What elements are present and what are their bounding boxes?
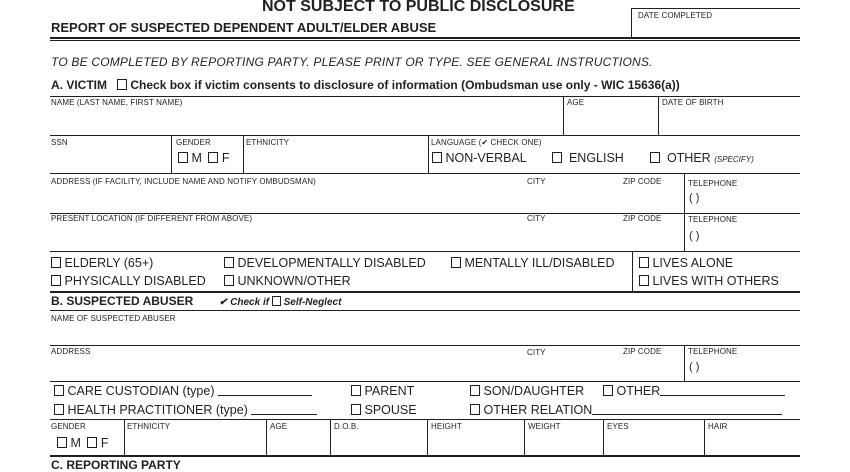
victim-gender-f-label: F <box>221 151 230 165</box>
victim-zip-field[interactable] <box>623 188 681 211</box>
son-daughter-checkbox[interactable] <box>470 385 480 396</box>
victim-gender-m-label: M <box>191 151 202 165</box>
victim-section-heading <box>51 78 680 92</box>
check-if-text: ✔ Check if <box>219 297 270 308</box>
elderly-checkbox[interactable] <box>51 257 61 268</box>
spouse-option <box>351 403 417 417</box>
self-neglect-label: Self-Neglect <box>283 297 342 308</box>
abuser-name-label: NAME OF SUSPECTED ABUSER <box>51 314 176 323</box>
victim-ethnicity-label: ETHNICITY <box>246 138 290 147</box>
present-city-field[interactable] <box>527 225 617 249</box>
victim-gender-f-checkbox[interactable] <box>208 152 218 163</box>
elderly-option <box>51 256 153 270</box>
physically-disabled-option <box>51 274 206 288</box>
victim-gender-m-checkbox[interactable] <box>178 152 188 163</box>
health-practitioner-label: HEALTH PRACTITIONER (type) <box>67 403 248 417</box>
care-custodian-label: CARE CUSTODIAN (type) <box>67 384 215 398</box>
unknown-other-checkbox[interactable] <box>224 275 234 286</box>
abuser-gender-m-checkbox[interactable] <box>57 437 67 448</box>
abuser-dob-label: D.O.B. <box>334 422 359 431</box>
present-city-label: CITY <box>527 214 546 223</box>
victim-address-field[interactable] <box>51 188 521 211</box>
not-subject-heading: NOT SUBJECT TO PUBLIC DISCLOSURE <box>262 0 575 15</box>
abuser-gender-m-label: M <box>70 436 81 450</box>
other-checkbox[interactable] <box>603 385 613 396</box>
other-field[interactable] <box>660 385 785 396</box>
abuser-eyes-label: EYES <box>607 422 629 431</box>
victim-ssn-field[interactable] <box>51 148 169 172</box>
victim-name-label: NAME (LAST NAME, FIRST NAME) <box>51 98 183 107</box>
consent-text: Check box if victim consents to disclosure of information (Ombudsman use only - WIC 15636(a)) <box>130 78 680 92</box>
abuser-weight-label: WEIGHT <box>528 422 561 431</box>
victim-dob-label: DATE OF BIRTH <box>662 98 724 107</box>
consent-checkbox[interactable] <box>117 79 127 90</box>
lives-alone-option <box>639 256 733 270</box>
victim-language-english <box>552 151 624 165</box>
lang-other-label: OTHER <box>666 151 711 165</box>
abuser-gender-f-label: F <box>100 436 109 450</box>
victim-zip-label: ZIP CODE <box>623 177 662 186</box>
developmentally-disabled-option <box>224 256 426 270</box>
other-option <box>603 384 785 398</box>
mentally-ill-option <box>451 256 615 270</box>
abuser-zip-label: ZIP CODE <box>623 347 662 356</box>
care-custodian-checkbox[interactable] <box>54 385 64 396</box>
health-practitioner-checkbox[interactable] <box>54 404 64 415</box>
abuser-ethnicity-label: ETHNICITY <box>127 422 171 431</box>
lang-english-label: ENGLISH <box>568 151 624 165</box>
abuser-telephone-field[interactable]: ( ) <box>689 361 700 373</box>
victim-ssn-label: SSN <box>51 138 68 147</box>
victim-gender-options <box>178 151 230 165</box>
health-practitioner-type-field[interactable] <box>251 404 317 415</box>
form-title: REPORT OF SUSPECTED DEPENDENT ADULT/ELDER ABUSE <box>51 20 437 35</box>
other-relation-option <box>470 403 782 417</box>
spouse-label: SPOUSE <box>364 403 417 417</box>
lives-with-others-option <box>639 274 779 288</box>
lang-nonverbal-label: NON-VERBAL <box>445 151 527 165</box>
elderly-label: ELDERLY (65+) <box>64 256 154 270</box>
abuser-address-field[interactable] <box>51 357 521 379</box>
other-relation-field[interactable] <box>592 404 782 415</box>
lives-alone-checkbox[interactable] <box>639 257 649 268</box>
victim-city-field[interactable] <box>527 188 617 211</box>
abuser-height-label: HEIGHT <box>431 422 462 431</box>
abuser-gender-options <box>57 436 109 450</box>
lang-nonverbal-checkbox[interactable] <box>432 152 442 163</box>
son-daughter-label: SON/DAUGHTER <box>483 384 585 398</box>
unknown-other-option <box>224 274 351 288</box>
victim-language-other <box>650 151 754 165</box>
reporting-party-heading: C. REPORTING PARTY <box>51 458 181 472</box>
date-completed-field[interactable] <box>632 20 800 37</box>
abuser-zip-field[interactable] <box>623 357 681 379</box>
abuser-gender-f-checkbox[interactable] <box>87 437 97 448</box>
lang-english-checkbox[interactable] <box>552 152 562 163</box>
lives-with-others-checkbox[interactable] <box>639 275 649 286</box>
abuser-dob-field[interactable] <box>332 432 426 454</box>
abuser-address-label: ADDRESS <box>51 347 91 356</box>
parent-checkbox[interactable] <box>351 385 361 396</box>
victim-telephone-label: TELEPHONE <box>688 179 738 188</box>
instructions-text: TO BE COMPLETED BY REPORTING PARTY. PLEASE PRINT OR TYPE. SEE GENERAL INSTRUCTIONS. <box>51 55 653 69</box>
abuser-section-label: B. SUSPECTED ABUSER <box>51 294 194 308</box>
victim-city-label: CITY <box>527 177 546 186</box>
date-completed-label: DATE COMPLETED <box>638 11 713 20</box>
abuser-telephone-label: TELEPHONE <box>688 347 738 356</box>
abuser-city-label: CITY <box>527 348 546 357</box>
abuser-weight-field[interactable] <box>526 432 602 454</box>
self-neglect-option <box>219 296 341 308</box>
health-practitioner-option <box>54 403 317 417</box>
victim-section-label: A. VICTIM <box>51 78 107 92</box>
victim-age-label: AGE <box>567 98 585 107</box>
abuser-height-field[interactable] <box>429 432 523 454</box>
victim-dob-field[interactable] <box>660 108 800 134</box>
parent-option <box>351 384 414 398</box>
care-custodian-option <box>54 384 312 398</box>
abuser-hair-field[interactable] <box>706 432 800 454</box>
abuser-gender-label: GENDER <box>51 422 86 431</box>
victim-age-field[interactable] <box>565 108 657 134</box>
spouse-checkbox[interactable] <box>351 404 361 415</box>
abuser-age-field[interactable] <box>268 432 329 454</box>
victim-name-field[interactable] <box>51 108 561 134</box>
care-custodian-type-field[interactable] <box>218 385 312 396</box>
physically-disabled-label: PHYSICALLY DISABLED <box>64 274 206 288</box>
victim-language-nonverbal <box>432 151 527 165</box>
other-label: OTHER <box>616 384 661 398</box>
other-relation-label: OTHER RELATION <box>483 403 593 417</box>
mentally-ill-checkbox[interactable] <box>451 257 461 268</box>
abuser-city-field[interactable] <box>527 358 617 379</box>
victim-gender-label: GENDER <box>176 138 211 147</box>
victim-ethnicity-field[interactable] <box>245 148 426 172</box>
parent-label: PARENT <box>364 384 415 398</box>
present-telephone-label: TELEPHONE <box>688 215 738 224</box>
present-zip-label: ZIP CODE <box>623 214 662 223</box>
physically-disabled-checkbox[interactable] <box>51 275 61 286</box>
lang-other-checkbox[interactable] <box>650 152 660 163</box>
lang-other-specify: (SPECIFY) <box>714 155 754 164</box>
present-telephone-field[interactable]: ( ) <box>689 230 700 242</box>
present-location-field[interactable] <box>51 225 521 249</box>
lives-alone-label: LIVES ALONE <box>652 256 734 270</box>
present-zip-field[interactable] <box>623 225 681 249</box>
mentally-ill-label: MENTALLY ILL/DISABLED <box>464 256 615 270</box>
abuser-name-field[interactable] <box>51 324 800 344</box>
developmentally-disabled-checkbox[interactable] <box>224 257 234 268</box>
unknown-other-label: UNKNOWN/OTHER <box>237 274 351 288</box>
abuser-eyes-field[interactable] <box>605 432 702 454</box>
present-location-label: PRESENT LOCATION (IF DIFFERENT FROM ABOVE) <box>51 214 253 223</box>
victim-language-label: LANGUAGE (✔ CHECK ONE) <box>431 138 542 147</box>
son-daughter-option <box>470 384 584 398</box>
victim-telephone-field[interactable]: ( ) <box>689 192 700 204</box>
self-neglect-checkbox[interactable] <box>272 296 281 306</box>
abuser-age-label: AGE <box>270 422 288 431</box>
victim-address-label: ADDRESS (IF FACILITY, INCLUDE NAME AND NOTIFY OMBUDSMAN) <box>51 177 316 186</box>
abuser-ethnicity-field[interactable] <box>126 432 265 454</box>
lives-with-others-label: LIVES WITH OTHERS <box>652 274 779 288</box>
other-relation-checkbox[interactable] <box>470 404 480 415</box>
developmentally-disabled-label: DEVELOPMENTALLY DISABLED <box>237 256 426 270</box>
abuser-hair-label: HAIR <box>708 422 728 431</box>
